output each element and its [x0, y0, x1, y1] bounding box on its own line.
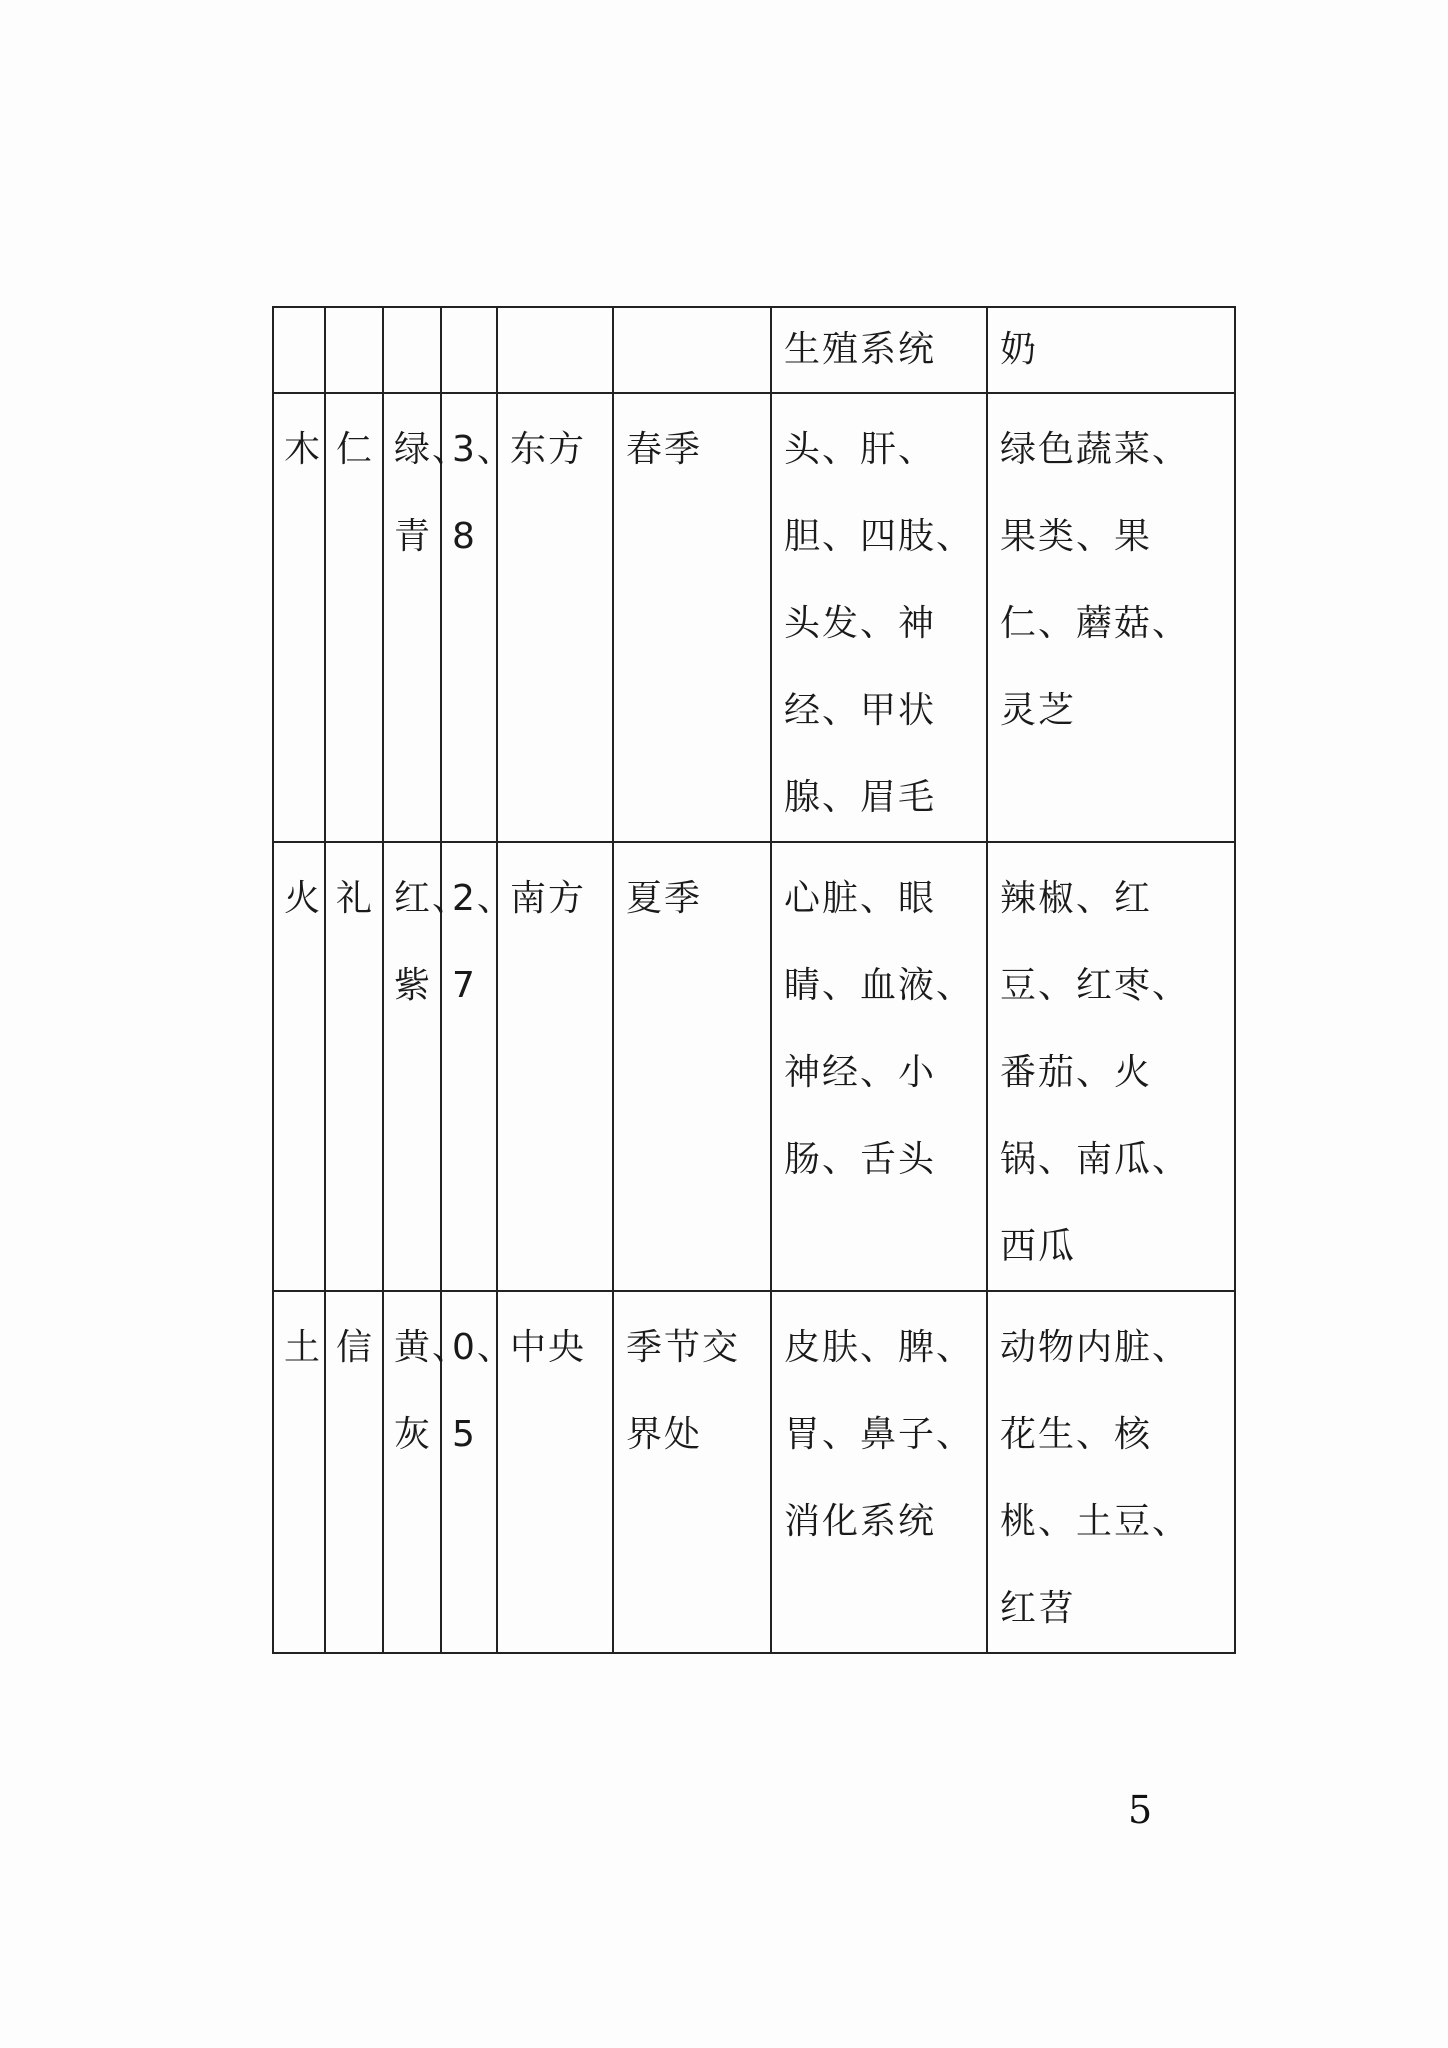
organs-text: 生殖系统 — [784, 329, 937, 370]
color-text: 绿、青 — [394, 429, 471, 557]
foods-cell — [987, 842, 1235, 1291]
direction-cell — [497, 307, 613, 393]
table-row — [273, 307, 1235, 393]
direction-cell — [497, 842, 613, 1291]
number-cell — [441, 307, 497, 393]
foods-cell — [987, 393, 1235, 842]
virtue-cell — [325, 842, 383, 1291]
foods-text: 动物内脏、花生、核桃、土豆、红苕 — [1000, 1327, 1191, 1629]
element-text: 木 — [284, 429, 323, 470]
season-cell — [613, 307, 771, 393]
five-elements-table — [272, 306, 1236, 1654]
virtue-text: 信 — [336, 1327, 375, 1368]
direction-text: 中央 — [510, 1327, 587, 1368]
direction-cell — [497, 393, 613, 842]
virtue-text: 仁 — [336, 429, 375, 470]
season-text: 春季 — [626, 429, 703, 470]
virtue-cell — [325, 393, 383, 842]
foods-text: 奶 — [1000, 329, 1039, 370]
season-cell — [613, 1291, 771, 1653]
number-text: 3、8 — [452, 429, 515, 557]
organs-cell — [771, 307, 987, 393]
virtue-cell — [325, 1291, 383, 1653]
number-text: 2、7 — [452, 878, 515, 1006]
table-row — [273, 842, 1235, 1291]
virtue-cell — [325, 307, 383, 393]
page-number: 5 — [1128, 1788, 1153, 1832]
table-row — [273, 393, 1235, 842]
color-cell — [383, 1291, 471, 1653]
season-cell — [613, 393, 771, 842]
element-cell — [273, 393, 325, 842]
element-cell — [273, 1291, 325, 1653]
color-text: 红、紫 — [394, 878, 471, 1006]
element-cell — [273, 842, 325, 1291]
element-text: 土 — [284, 1327, 323, 1368]
season-text: 季节交界处 — [626, 1327, 741, 1455]
direction-text: 南方 — [510, 878, 587, 919]
virtue-text: 礼 — [336, 878, 375, 919]
color-cell — [383, 393, 471, 842]
element-text: 火 — [284, 878, 323, 919]
color-cell — [383, 307, 441, 393]
element-cell — [273, 307, 325, 393]
foods-text: 辣椒、红豆、红枣、番茄、火锅、南瓜、西瓜 — [1000, 878, 1191, 1267]
organs-cell — [771, 393, 987, 842]
season-cell — [613, 842, 771, 1291]
organs-text: 皮肤、脾、胃、鼻子、消化系统 — [784, 1327, 975, 1542]
direction-cell — [497, 1291, 613, 1653]
organs-cell — [771, 842, 987, 1291]
color-cell — [383, 842, 471, 1291]
foods-text: 绿色蔬菜、果类、果仁、蘑菇、灵芝 — [1000, 429, 1191, 731]
number-text: 0、5 — [452, 1327, 515, 1455]
organs-text: 头、肝、胆、四肢、头发、神经、甲状腺、眉毛 — [784, 429, 975, 818]
organs-text: 心脏、眼睛、血液、神经、小肠、舌头 — [784, 878, 975, 1180]
color-text: 黄、灰 — [394, 1327, 471, 1455]
foods-cell — [987, 1291, 1235, 1653]
direction-text: 东方 — [510, 429, 587, 470]
organs-cell — [771, 1291, 987, 1653]
season-text: 夏季 — [626, 878, 703, 919]
foods-cell — [987, 307, 1235, 393]
table-row — [273, 1291, 1235, 1653]
